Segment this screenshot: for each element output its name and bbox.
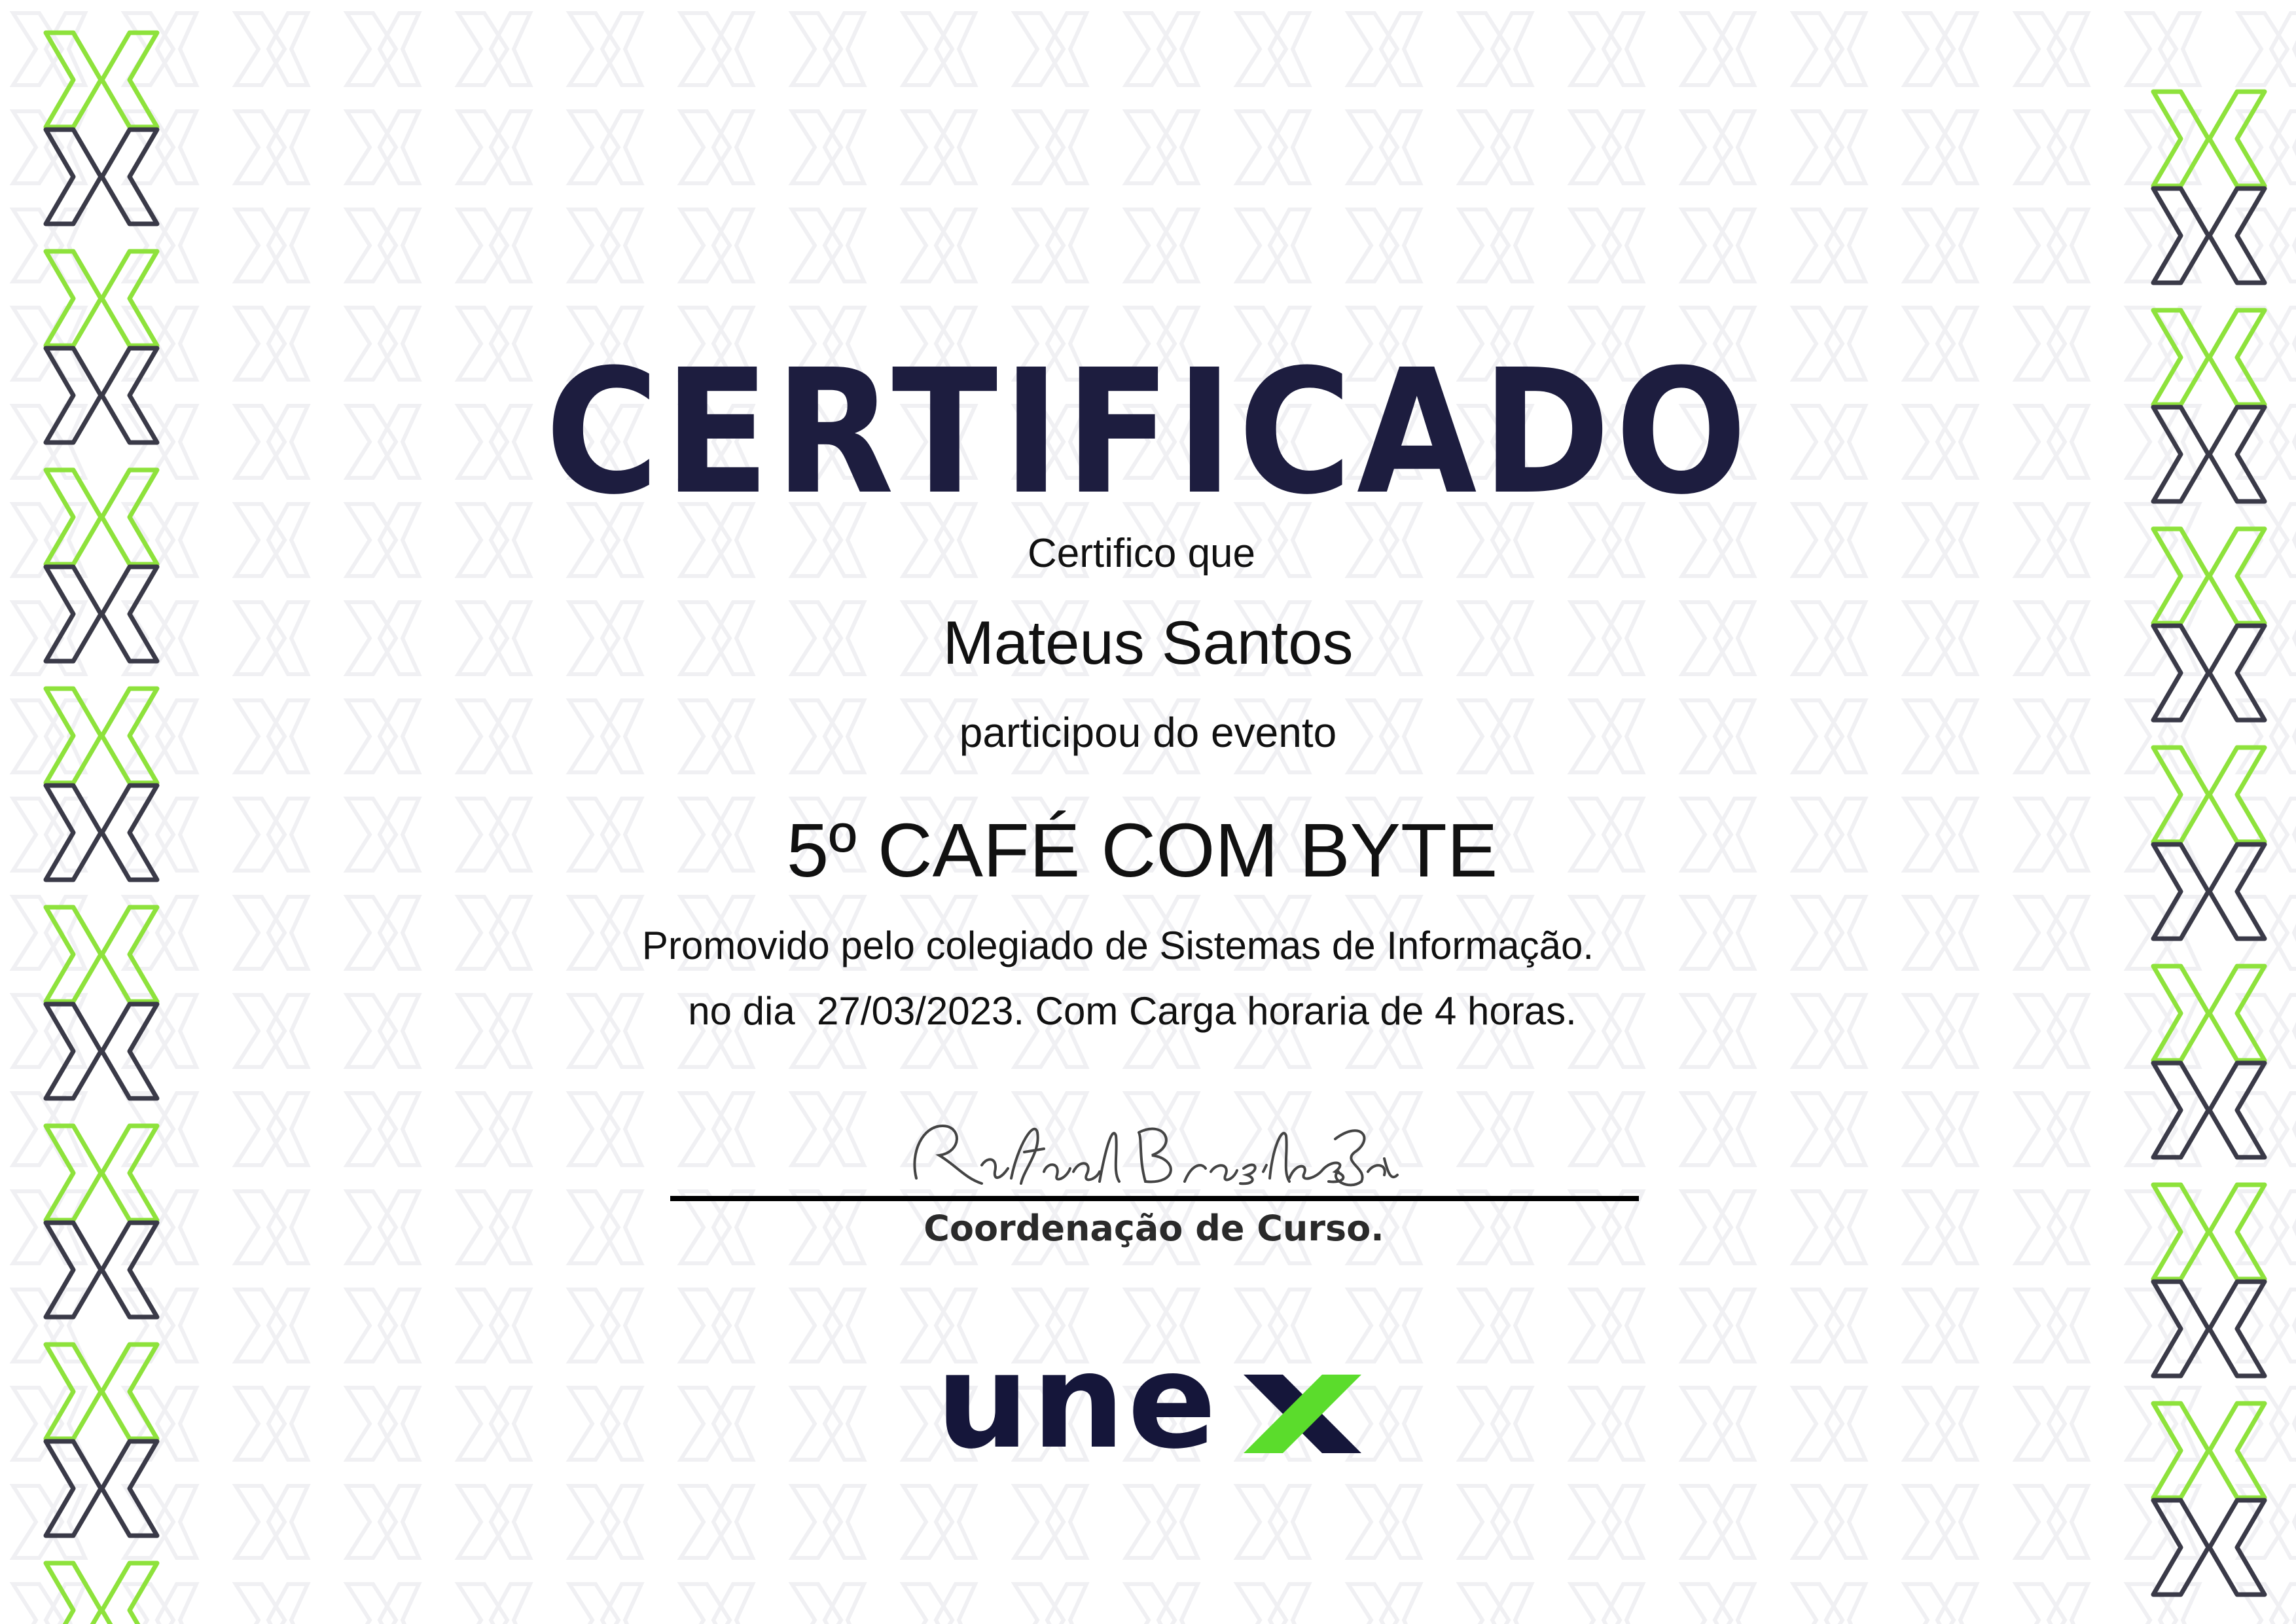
double-chevron-icon (2153, 1500, 2265, 1595)
participated-text: participou do evento (959, 709, 1337, 756)
certify-text: Certifico que (1027, 531, 1256, 576)
double-chevron-icon (46, 1126, 157, 1220)
double-chevron-icon (2153, 1063, 2265, 1157)
double-chevron-icon (46, 130, 157, 224)
unex-logo (936, 1348, 1361, 1460)
double-chevron-icon (46, 1563, 157, 1624)
double-chevron-icon (2153, 1282, 2265, 1376)
logo-x-mark-icon (1244, 1375, 1361, 1453)
double-chevron-icon (46, 33, 157, 127)
coordination-label: Coordenação de Curso. (924, 1208, 1384, 1249)
double-chevron-icon (2153, 1403, 2265, 1498)
double-chevron-icon (46, 251, 157, 346)
event-name: 5º CAFÉ COM BYTE (786, 808, 1498, 893)
double-chevron-icon (2153, 92, 2265, 186)
double-chevron-icon (46, 1344, 157, 1439)
certificate-title: CERTIFICADO (545, 333, 1752, 532)
date-and-hours-text: no dia 27/03/2023. Com Carga horaria de 4 horas. (688, 989, 1577, 1033)
double-chevron-icon (2153, 189, 2265, 283)
signature-line (670, 1196, 1639, 1201)
recipient-name: Mateus Santos (942, 608, 1354, 677)
promoted-text: Promovido pelo colegiado de Sistemas de Informação. (641, 924, 1594, 967)
logo-letters: une (936, 1348, 1219, 1460)
double-chevron-icon (46, 1441, 157, 1536)
signature-image (903, 1106, 1401, 1204)
